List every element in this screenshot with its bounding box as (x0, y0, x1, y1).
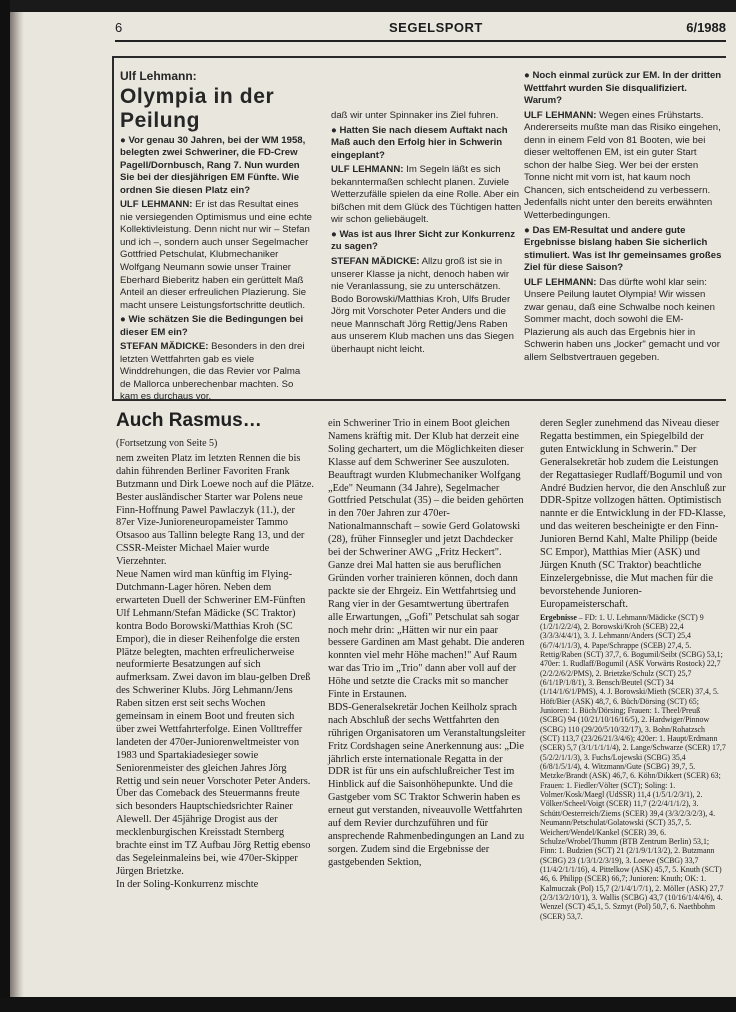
answer-text: Im Segeln läßt es sich bekanntermaßen schlecht planen. Zuviele Wetterzufälle spielen da eine Rolle. Aber ein bißchen mit dem Glück des Tüchtigen hatten wir schon geliebäugelt. (331, 164, 522, 226)
speaker-name: ULF LEHMANN: (120, 199, 193, 211)
article-paragraph: ein Schweriner Trio in einem Boot gleichen Namens kräftig mit. Der Klub hat derzeit eine Soling gechartert, um die Möglichkeiten dieser Klasse auf dem Schweriner See auszuloten. Beauftragt wurden Klubmechaniker Wolfgang „Ede" Neumann (34 Jahre), Segelmacher Gottfried Petschulat (35) – die beiden gehörten in den 70er Jahren zur 470er-Nationalmannschaft – sowie Gerd Golatowski (28), früher Finnsegler und jetzt Dachdecker bei der Schweriner AWG „Fritz Heckert". Ganze drei Mal hatten sie aus beruflichen Gründen vorher trainieren können, doch dann packte sie der Ehrgeiz. Ein Wettfahrtsieg und Rang vier in der Gesamtwertung übertrafen alle Erwartungen, „Gofi" Petschulat sah sogar noch mehr drin: „Hätten wir nur ein paar bessere Gardinen am Mast gehabt. Die anderen konnten viel mehr Höhe machen!" Auf Raum war das Trio im „Trio" dann aber voll auf der Höhe und setzte die Cracks mit so mancher Finte in Erstaunen. (328, 418, 525, 701)
interview-question: ● Wie schätzen Sie die Bedingungen bei dieser EM ein? (120, 314, 304, 338)
interview-question: ● Hatten Sie nach diesem Auftakt nach Maß auch den Erfolg hier in Schwerin eingeplant? (331, 124, 508, 161)
speaker-name: ULF LEHMANN: (524, 276, 597, 288)
interview-column-3 (524, 70, 724, 367)
answer-text: Wegen eines Frühstarts. Andererseits mußte man das Risiko eingehen, denn in einem Feld von 81 Booten, wie bei dieser weltoffenen EM, ist ein guter Start schon der halbe Sieg. Wer bei der ersten Tonne nicht mit vorn ist, hat kaum noch Chancen, sich entscheidend zu verbessern. Jedenfalls nicht unter den bereits erwähnten Wetterbedingungen. (524, 109, 721, 222)
answer-text: Allzu groß ist sie in unserer Klasse ja nicht, denoch haben wir nie Veranlassung, sie zu unterschätzen. Bodo Borowski/Matthias Kroh, Ulfs Bruder Jörg mit Vorschoter Peter Anders und die neue Mannschaft Jörg Rettig/Jens Raben aus unserem Klub machen uns das Siegen überhaupt nicht leicht. (331, 256, 514, 355)
continuation-note: (Fortsetzung von Seite 5) (116, 438, 218, 449)
article-paragraph: In der Soling-Konkurrenz mischte (116, 878, 259, 890)
speaker-name: ULF LEHMANN: (331, 164, 404, 176)
interview-answer (120, 341, 313, 404)
interview-headline: Olympia in der Peilung (120, 84, 275, 132)
speaker-name: ULF LEHMANN: (524, 109, 597, 121)
article-paragraph: BDS-Generalsekretär Jochen Keilholz sprach nach Abschluß der sechs Wettfahrten den rührigen Organisatoren um Veranstaltungsleiter Fritz Cordshagen seine Anerkennung aus: „Die jährlich erste internationale Regatta in der DDR ist für uns ein aufschlußreicher Test im Hinblick auf die Saisonhöhepunkte. Und die Gastgeber vom SC Traktor Schwerin haben es erneut gut verstanden, niveauvolle Wettfahrten auf dem Revier durchzuführen und für ansprechende Rahmenbedingungen an Land zu sorgen. Zudem sind die Ergebnisse der gastgebenden Sektion, (328, 701, 526, 868)
scan-background (0, 997, 736, 1012)
article-paragraph: deren Segler zunehmend das Niveau dieser Regatta bestimmen, ein Spiegelbild der guten Entwicklung in Schwerin." Der Generalsekretär hob zudem die Leistungen der Regattasieger Rudlaff/Bogumil und von André Budzien hervor, die den Anschluß zur DDR-Spitze vollzogen hätten. Optimistisch nannte er die Entwicklung in der FD-Klasse, und das weiteren bescheinigte er den Finn-Junioren Bernd Kahl, Malte Philipp (beide SC Empor), Matthias Mier (ASK) und Jürgen Knuth (SC Traktor) beachtliche Einzelergebnisse, die Mut machen für die bevorstehende Junioren-Europameisterschaft. (540, 418, 726, 610)
issue-number: 6/1988 (686, 20, 726, 35)
answer-text: Er ist das Resultat eines nie versiegenden Optimismus und eine echte Kollektivleistung. Denn nicht nur wir – Stefan und ich –, sondern auch unser Segelmacher Gottfried Petschulat, Klubmechaniker Wolfgang Neumann sowie unser Trainer Eberhard Bieberitz haben ein gerüttelt Maß Anteil an dieser erfreulichen Plazierung. Sie macht unsere Leistungsfortschritte deutlich. (120, 199, 312, 311)
page-header (115, 18, 726, 40)
header-rule (115, 40, 726, 42)
interview-question: ● Was ist aus Ihrer Sicht zur Konkurrenz zu sagen? (331, 228, 516, 253)
interview-answer (331, 164, 523, 227)
interview-column-1 (120, 70, 313, 406)
page-spine-shadow (10, 12, 24, 997)
interview-question: ● Das EM-Resultat und andere gute Ergebnisse bislang haben Sie sicherlich stimuliert. Was ist Ihr gemeinsames großes Ziel für diese Saison? (524, 224, 722, 274)
interview-answer (524, 277, 724, 365)
article-column-2 (328, 418, 526, 870)
answer-text: Besonders in den drei letzten Wettfahrten gab es viele Winddrehungen, die das Revier vor Palma de Mallorca unberechenbar machten. So kam es durchaus vor, (120, 341, 305, 403)
section-title: SEGELSPORT (389, 20, 483, 35)
results-list (540, 613, 726, 921)
book-binding (0, 0, 10, 1012)
interview-kicker: Ulf Lehmann: (120, 69, 197, 83)
answer-text: Das dürfte wohl klar sein: Unsere Peilung lautet Olympia! Wir wissen zwar genau, daß eine Schwalbe noch keinen Sommer macht, doch sowohl die EM-Plazierung als auch das Ergebnis hier in Schwerin haben uns „locker" gemacht und vor allem Selbstvertrauen gegeben. (524, 276, 720, 364)
interview-text: daß wir unter Spinnaker ins Ziel fuhren. (331, 110, 499, 121)
results-text: – FD: 1. U. Lehmann/Mädicke (SCT) 9 (1/2/1/2/2/4), 2. Borowski/Kroh (SCEB) 22,4 (3/3/3/4/4/1), 3. J. Lehmann/Anders (SCT) 25,4 (6/7/4/1/1/3), 4. Pape/Schrappe (SCEB) 27,4, 5. Rettig/Raben (SCT) 37,7, 6. Bogumil/Seibt (SCBG) 53,1; 470er: 1. Rudlaff/Bogumil (ASK Vorwärts Rostock) 22,7 (2/2/2/6/2/PMS), 2. Brietzke/Schulz (SCT) 25,7 (6/1/1P/1/8/1), 3. Bensch/Beutel (SCT) 34 (1/14/1/6/1/PMS), 4. J. Borowski/Mieth (SCER) 37,4, 5. Höft/Bier (ASK) 48,7, 6. Büch/Dörsing (SCT) 65; Junioren: 1. Büch/Dörsing; Frauen: 1. Theel/Preuß (SCBG) 94 (10/21/10/16/16/5), 2. Hardwiger/Pinnow (SCBG) 110 (29/20/5/10/32/17), 3. Bohn/Rohatzsch (SCT) 113,7 (23/26/21/3/4/6); 420er: 1. Haupt/Erdmann (SCER) 5,7 (3/1/1/1/1/4), 2. Lange/Schwarze (SCER) 17,7 (5/2/2/1/1/3), 3. Fuchs/Lojewski (SCBG) 35,4 (6/8/1/5/1/4), 4. Witzmann/Gute (SCBG) 39,7, 5. Metzke/Brandt (ASK) 46,7, 6. Köhn/Dikkert (SCER) 63; Frauen: 1. Fiedler/Völter (SCT); Soling: 1. Volmer/Kosk/Maegl (UdSSR) 11,4 (1/5/1/2/3/1), 2. Völker/Scheel/Voigt (SCER) 11,7 (2/2/4/1/1/2), 3. Schütt/Oesterreich/Ziems (SCER) 39,4 (3/3/2/3/2/3), 4. Neumann/Petschulat/Golatowski (SCT) 35,7, 5. Weichert/Wendel/Kankel (SCER) 39, 6. Schulze/Wrobel/Thumm (BTB Zentrum Berlin) 53,1; Finn: 1. Budzien (SCT) 21 (2/1/9/1/13/2), 2. Butzmann (SCBG) 23 (1/3/1/2/3/19), 3. Loewe (SCBG) 33,7 (11/4/2/1/1/16), 4. Pittelkow (ASK) 45,7, 5. Knuth (SCT) 46, 6. Philipp (SCER) 66,7; Junioren: Knuth; OK: 1. Kalmuczak (Pol) 15,7 (2/1/4/1/7/1), 2. Möller (ASK) 27,7 (2/3/13/2/10/1), 3. Wallis (SCBG) 43,7 (10/16/1/4/4/6), 4. Wenzel (SCT) 45,1, 5. Szmyt (Pol) 50,7, 6. Naethbohm (SCER) 53,7. (540, 612, 726, 921)
article-column-3 (540, 418, 726, 921)
interview-question: ● Noch einmal zurück zur EM. In der dritten Wettfahrt wurden Sie disqualifiziert. Warum? (524, 70, 722, 107)
speaker-name: STEFAN MÄDICKE: (331, 256, 420, 268)
interview-box (112, 56, 726, 401)
article-paragraph: Neue Namen wird man künftig im Flying-Dutchmann-Lager hören. Neben dem erwarteten Duell der Schweriner EM-Fünften Ulf Lehmann/Stefan Mädicke (SC Traktor) kontra Bodo Borowski/Matthias Kroh (SC Empor), die in dieser Reihenfolge die ersten Plätze belegten, machten erfreulicherweise neuformierte Besatzungen auf sich aufmerksam. Zwei davon im blau-gelben Dreß des Schweriner Klubs. Jörg Lehmann/Jens Raben sitzen erst seit sechs Wochen gemeinsam in einem Boot und freuten sich über zwei Wettfahrterfolge. Einen Volltreffer landeten der 470er-Juniorenweltmeister von 1983 und Spartakiadesieger sowie Seniorenmeister des gleichen Jahres Jörg Rettig und sein neuer Vorschoter Peter Anders. Über das Comeback des Steuermanns freute sich besonders Hauptschiedsrichter Rainer Alewell. Der 45jährige Drogist aus der mecklenburgischen Kreisstadt Sternberg brachte einst im TZ Aufbau Jörg Rettig ebenso das Segeleinmaleins bei, wie 470er-Skipper Jürgen Brietzke. (116, 569, 311, 877)
interview-answer (524, 110, 724, 223)
article-column-1 (116, 410, 314, 892)
page-number: 6 (115, 20, 123, 35)
interview-column-2 (331, 110, 523, 358)
interview-answer (331, 256, 523, 356)
results-label: Ergebnisse (540, 612, 577, 622)
article-paragraph: nem zweiten Platz im letzten Rennen die bis dahin führenden Berliner Favoriten Frank Butzmann und Dirk Loewe noch auf die Plätze. Bester ausländischer Starter war Polens neue Finn-Hoffnung Pawel Pawlaczyk (11.), der 87er Vize-Junioreneuropameister Tammo Otsasoo aus Tallinn belegte Rang 13, und der CSSR-Meister Michael Maier wurde Vierzehnter. (116, 452, 314, 568)
article-title: Auch Rasmus… (116, 410, 262, 431)
speaker-name: STEFAN MÄDICKE: (120, 341, 209, 353)
interview-answer (120, 199, 313, 312)
interview-question: ● Vor genau 30 Jahren, bei der WM 1958, belegten zwei Schweriner, die FD-Crew Pagell/Dornbusch, Rang 7. Nun wurden Sie bei der diesjährigen EM Fünfte. Wie ordnen Sie diesen Platz ein? (120, 134, 306, 196)
